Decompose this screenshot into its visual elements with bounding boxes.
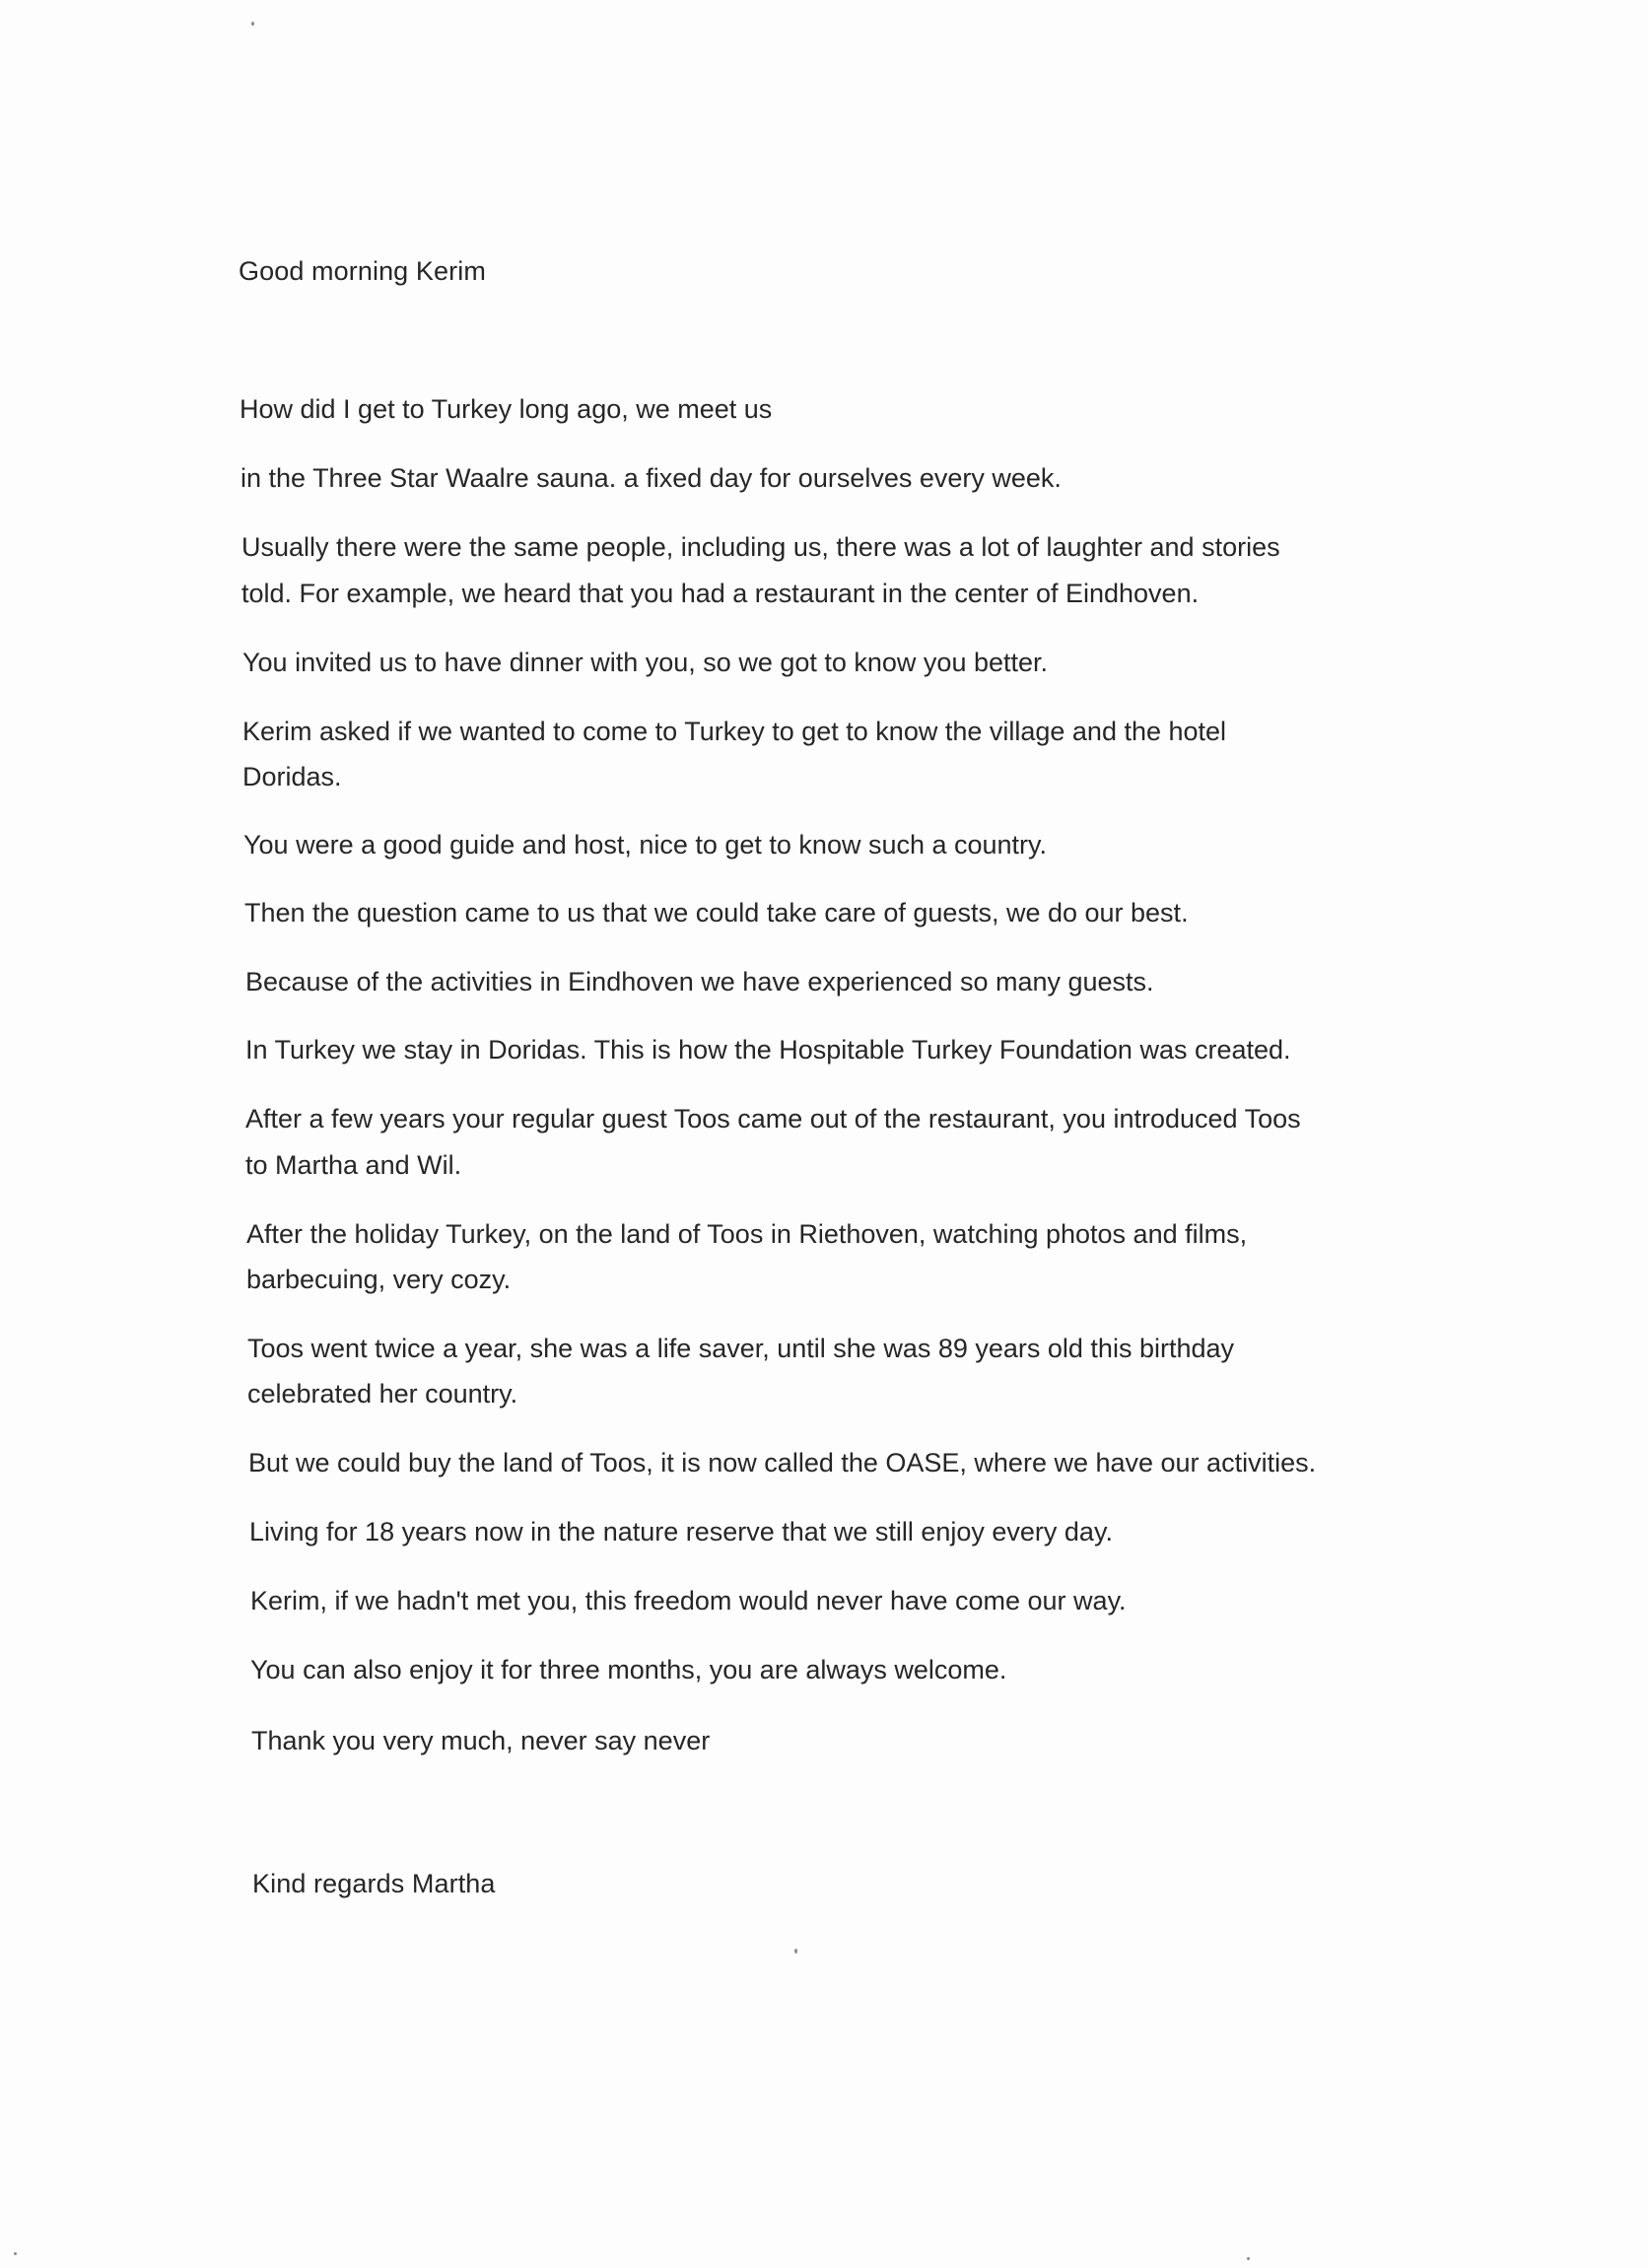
body-line: to Martha and Wil. [245, 1150, 462, 1180]
body-line: Doridas. [242, 762, 342, 791]
body-line: Living for 18 years now in the nature reserve that we still enjoy every day. [249, 1517, 1113, 1546]
greeting: Good morning Kerim [239, 256, 486, 286]
body-line: In Turkey we stay in Doridas. This is how the Hospitable Turkey Foundation was created. [245, 1035, 1291, 1065]
body-line: celebrated her country. [247, 1379, 518, 1409]
body-line: Thank you very much, never say never [251, 1726, 711, 1755]
body-line: You invited us to have dinner with you, so we got to know you better. [242, 648, 1049, 677]
closing: Kind regards Martha [252, 1869, 496, 1898]
body-line: Then the question came to us that we could take care of guests, we do our best. [244, 898, 1189, 928]
body-line: You can also enjoy it for three months, you are always welcome. [250, 1655, 1007, 1684]
body-line: in the Three Star Waalre sauna. a fixed day for ourselves every week. [240, 463, 1062, 493]
body-line: Toos went twice a year, she was a life saver, until she was 89 years old this birthday [247, 1334, 1235, 1363]
body-line: After a few years your regular guest Toos came out of the restaurant, you introduced Toos [245, 1104, 1301, 1134]
body-line: You were a good guide and host, nice to get to know such a country. [243, 830, 1048, 859]
scan-speck [251, 22, 254, 26]
body-line: Kerim, if we hadn't met you, this freedom would never have come our way. [250, 1586, 1127, 1615]
body-line: But we could buy the land of Toos, it is now called the OASE, where we have our activities. [248, 1448, 1317, 1478]
body-line: Usually there were the same people, including us, there was a lot of laughter and stories [241, 532, 1280, 562]
body-line: Kerim asked if we wanted to come to Turkey to get to know the village and the hotel [242, 717, 1227, 746]
scan-speck [14, 2252, 17, 2255]
scan-speck [794, 1949, 797, 1954]
body-line: How did I get to Turkey long ago, we meet us [240, 394, 773, 424]
scan-speck [1247, 2257, 1250, 2260]
body-line: Because of the activities in Eindhoven we have experienced so many guests. [245, 967, 1154, 997]
body-line: After the holiday Turkey, on the land of Toos in Riethoven, watching photos and films, [246, 1219, 1248, 1249]
body-line: barbecuing, very cozy. [246, 1265, 512, 1294]
body-line: told. For example, we heard that you had a restaurant in the center of Eindhoven. [241, 579, 1200, 608]
